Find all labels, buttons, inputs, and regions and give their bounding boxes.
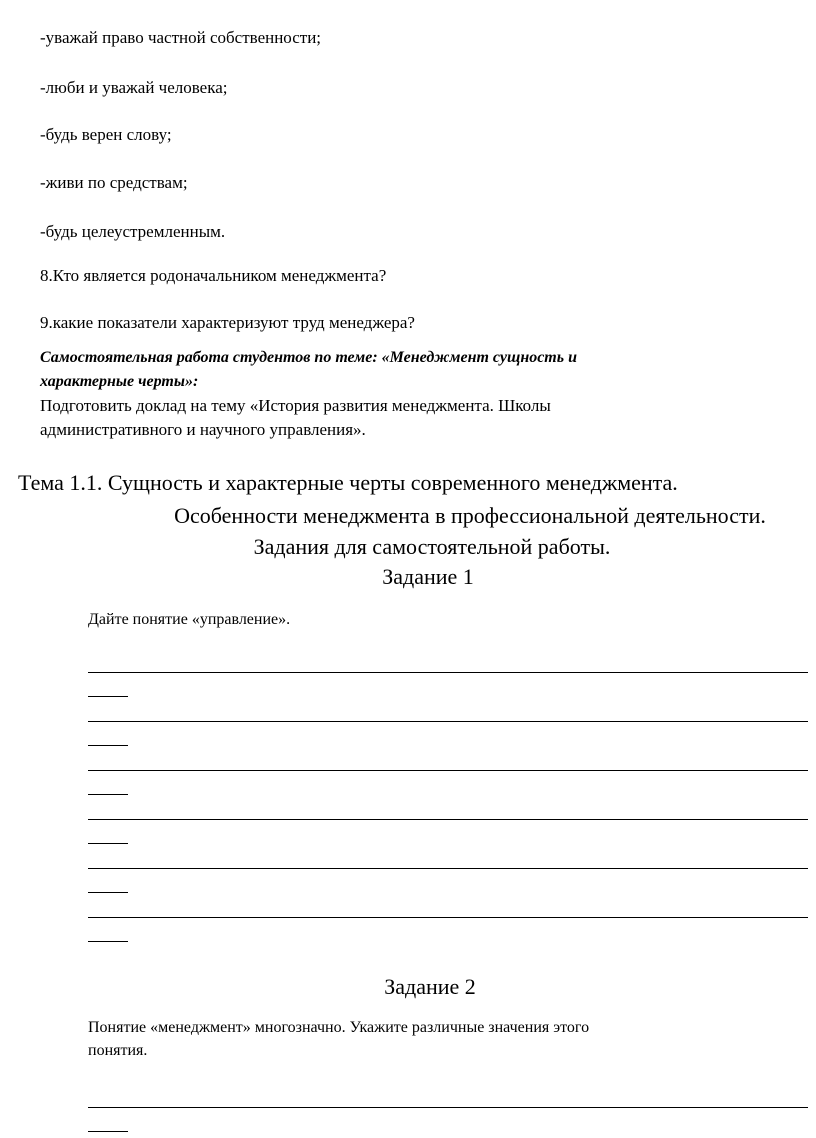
tasks-heading: Задания для самостоятельной работы.	[253, 534, 611, 559]
task-1-title: Задание 1	[382, 564, 474, 589]
answer-line-end	[88, 941, 128, 942]
answer-line[interactable]	[88, 721, 808, 722]
answer-line-end	[88, 745, 128, 746]
list-item: -живи по средствам;	[40, 173, 188, 192]
question-9: 9.какие показатели характеризуют труд менеджера?	[40, 313, 415, 332]
answer-line-end	[88, 843, 128, 844]
task-2-prompt-cont: понятия.	[88, 1042, 148, 1059]
self-work-text: Подготовить доклад на тему «История развития менеджмента. Школы	[40, 396, 551, 415]
self-work-text-cont: административного и научного управления».	[40, 420, 366, 439]
question-8: 8.Кто является родоначальником менеджмента?	[40, 266, 387, 285]
list-item: -будь целеустремленным.	[40, 222, 226, 241]
task-2-prompt: Понятие «менеджмент» многозначно. Укажите различные значения этого	[88, 1019, 590, 1036]
answer-line[interactable]	[88, 917, 808, 918]
self-work-heading: Самостоятельная работа студентов по теме: «Менеджмент сущность и	[40, 349, 577, 366]
answer-line[interactable]	[88, 770, 808, 771]
topic-title: Тема 1.1. Сущность и характерные черты современного менеджмента.	[18, 470, 678, 495]
answer-line[interactable]	[88, 868, 808, 869]
answer-line[interactable]	[88, 1107, 808, 1108]
self-work-heading-cont: характерные черты»:	[40, 373, 199, 390]
topic-subtitle: Особенности менеджмента в профессиональной деятельности.	[174, 503, 766, 528]
answer-line-end	[88, 1131, 128, 1132]
answer-line-end	[88, 696, 128, 697]
answer-line[interactable]	[88, 819, 808, 820]
task-1-prompt: Дайте понятие «управление».	[88, 611, 291, 628]
task-2-title: Задание 2	[384, 974, 476, 999]
answer-line[interactable]	[88, 672, 808, 673]
answer-line-end	[88, 794, 128, 795]
list-item: -будь верен слову;	[40, 125, 172, 144]
list-item: -уважай право частной собственности;	[40, 28, 322, 47]
answer-line-end	[88, 892, 128, 893]
list-item: -люби и уважай человека;	[40, 78, 228, 97]
